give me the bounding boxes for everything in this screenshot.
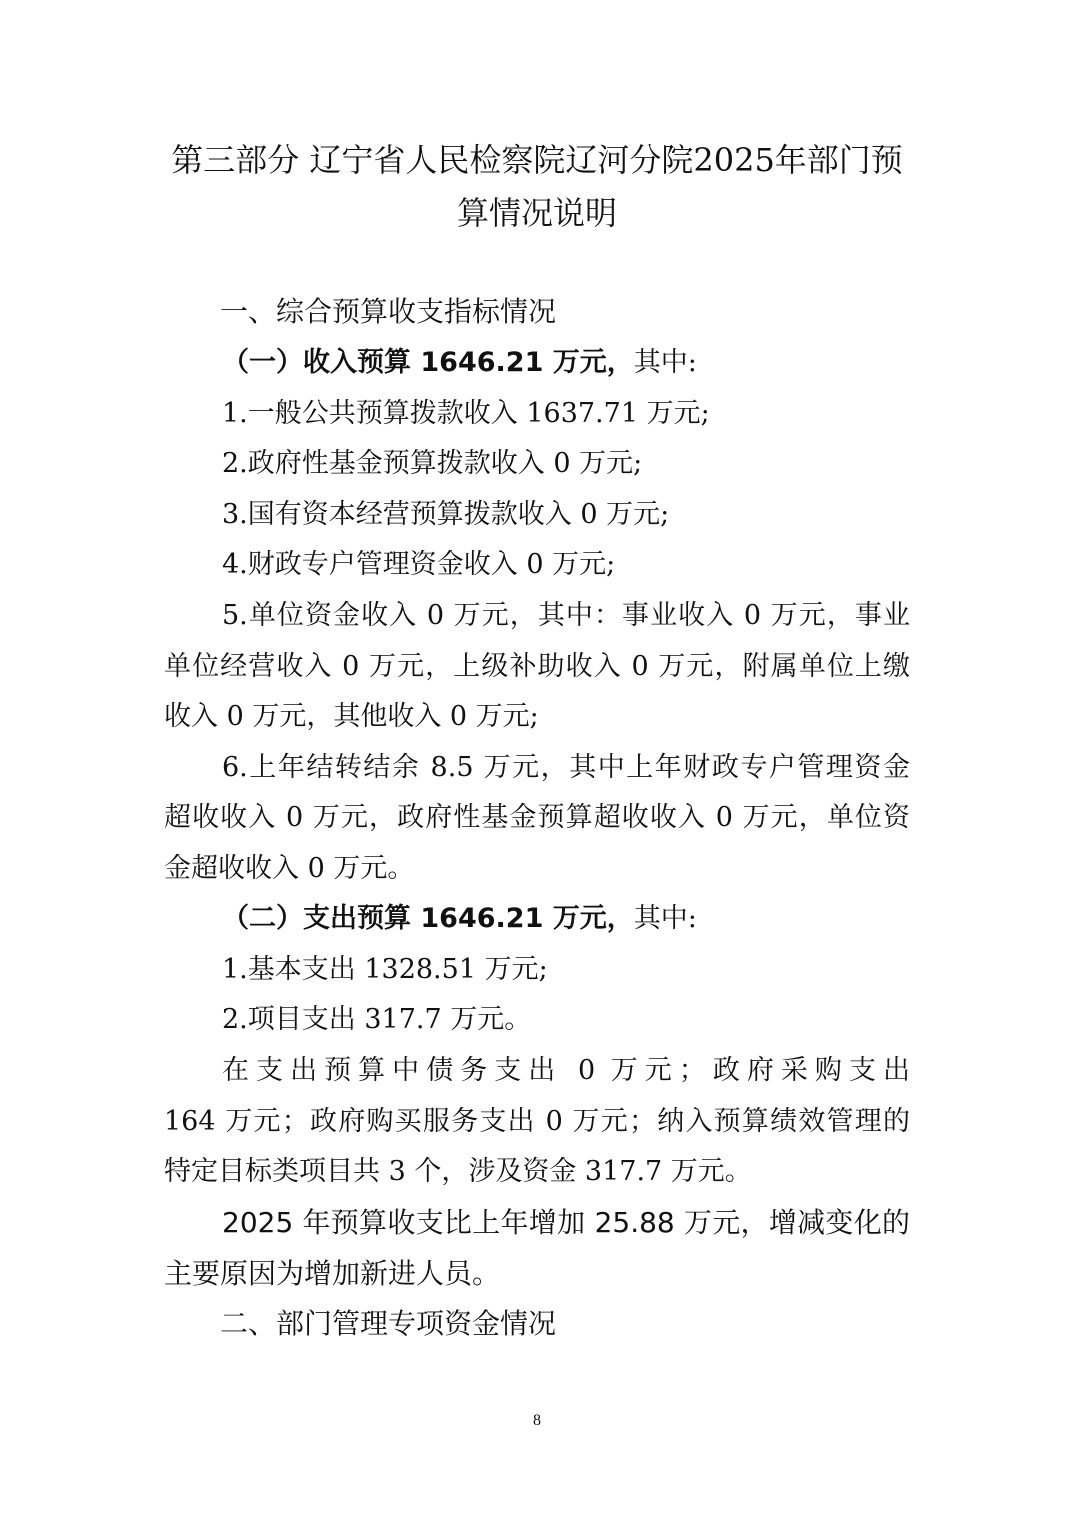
income-item-5-line-2: 单位经营收入 0 万元，上级补助收入 0 万元，附属单位上缴 (164, 651, 910, 682)
income-item-1: 1.一般公共预算拨款收入 1637.71 万元; (222, 398, 710, 429)
income-heading-tail: 其中: (633, 347, 697, 378)
income-item-6-line-1: 6.上年结转结余 8.5 万元，其中上年财政专户管理资金 (222, 752, 910, 783)
page-number: 8 (533, 1412, 541, 1429)
expense-heading-tail: 其中: (633, 903, 697, 934)
expense-note-line-2: 164 万元；政府购买服务支出 0 万元；纳入预算绩效管理的 (164, 1106, 910, 1137)
income-item-5-line-1: 5.单位资金收入 0 万元，其中：事业收入 0 万元，事业 (222, 600, 910, 631)
income-heading-bold: （一）收入预算 1646.21 万元， (222, 347, 634, 378)
income-item-5-line-3: 收入 0 万元，其他收入 0 万元; (164, 701, 539, 732)
expense-item-2: 2.项目支出 317.7 万元。 (222, 1004, 532, 1035)
expense-heading-bold: （二）支出预算 1646.21 万元， (222, 903, 634, 934)
page-title-line-1: 第三部分 辽宁省人民检察院辽河分院2025年部门预 (171, 141, 903, 179)
change-line-1: 2025 年预算收支比上年增加 25.88 万元，增减变化的 (222, 1206, 910, 1239)
expense-item-1: 1.基本支出 1328.51 万元; (222, 954, 548, 985)
change-line-2: 主要原因为增加新进人员。 (164, 1257, 501, 1290)
expense-heading (222, 899, 697, 939)
section-2-heading: 二、部门管理专项资金情况 (220, 1307, 557, 1340)
income-item-6-line-3: 金超收收入 0 万元。 (164, 853, 415, 884)
income-item-4: 4.财政专户管理资金收入 0 万元; (222, 549, 616, 580)
page-title-line-2: 算情况说明 (456, 194, 617, 232)
income-item-6-line-2: 超收收入 0 万元，政府性基金预算超收收入 0 万元，单位资 (164, 802, 910, 833)
expense-note-line-3: 特定目标类项目共 3 个，涉及资金 317.7 万元。 (164, 1156, 752, 1187)
income-item-3: 3.国有资本经营预算拨款收入 0 万元; (222, 499, 670, 530)
income-heading (222, 343, 697, 383)
expense-note-line-1: 在支出预算中债务支出 0 万元；政府采购支出 (222, 1055, 910, 1086)
page-title (150, 134, 924, 240)
section-1-heading: 一、综合预算收支指标情况 (220, 295, 557, 328)
income-item-2: 2.政府性基金预算拨款收入 0 万元; (222, 448, 643, 479)
